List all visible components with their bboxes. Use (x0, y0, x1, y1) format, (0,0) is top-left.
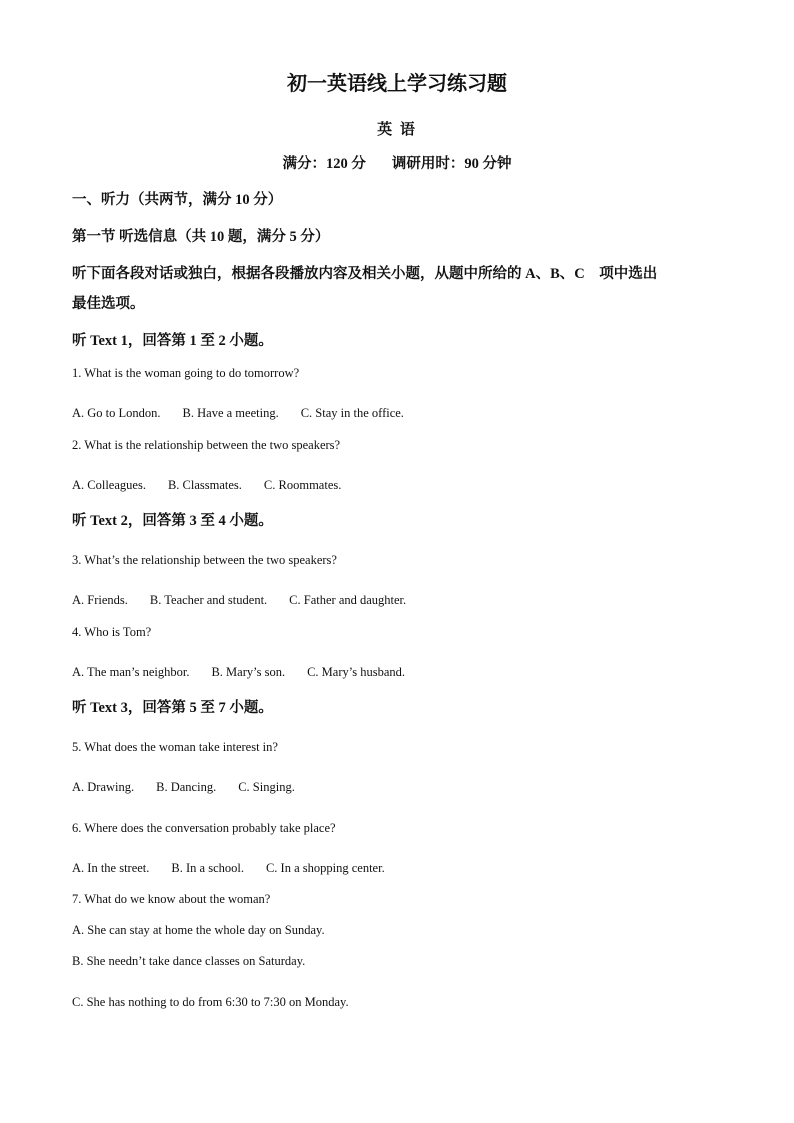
time-info: 调研用时：90 分钟 (391, 156, 512, 172)
exam-meta (0, 156, 794, 173)
option-b: B. Have a meeting. (182, 406, 279, 420)
option-c: C. In a shopping center. (265, 861, 385, 875)
question-7-option-a: A. She can stay at home the whole day on Sunday. (72, 923, 325, 937)
option-a: A. Friends. (72, 593, 128, 607)
question-3: 3. What’s the relationship between the two speakers? (72, 553, 337, 567)
option-c: C. Stay in the office. (300, 406, 404, 420)
option-a: A. In the street. (72, 861, 150, 875)
option-a: A. Go to London. (72, 406, 161, 420)
question-1: 1. What is the woman going to do tomorrow? (72, 366, 300, 380)
page-title: 初一英语线上学习练习题 (287, 73, 507, 95)
option-c: C. Roommates. (263, 478, 342, 492)
question-3-options (72, 593, 406, 608)
question-6: 6. Where does the conversation probably take place? (72, 821, 336, 835)
option-b: B. Dancing. (156, 780, 217, 794)
subject-label: 英 语 (377, 122, 417, 138)
option-a: A. Drawing. (72, 780, 135, 794)
question-5-options (72, 780, 295, 795)
question-5: 5. What does the woman take interest in? (72, 740, 278, 754)
section1-heading: 第一节 听选信息（共 10 题，满分 5 分） (72, 229, 330, 245)
option-c: C. Mary’s husband. (307, 665, 406, 679)
option-b: B. Mary’s son. (211, 665, 286, 679)
instruction-line-1: 听下面各段对话或独白，根据各段播放内容及相关小题，从题中所给的 A、B、C 项中选出 (72, 266, 658, 282)
question-7: 7. What do we know about the woman? (72, 892, 271, 906)
text2-heading: 听 Text 2，回答第 3 至 4 小题。 (72, 513, 273, 529)
instruction-line-2: 最佳选项。 (72, 296, 145, 312)
question-4: 4. Who is Tom? (72, 625, 152, 639)
option-b: B. In a school. (171, 861, 244, 875)
option-a: A. Colleagues. (72, 478, 146, 492)
score-info: 满分：120 分 (282, 156, 366, 172)
part1-heading: 一、听力（共两节，满分 10 分） (72, 192, 283, 208)
text3-heading: 听 Text 3，回答第 5 至 7 小题。 (72, 700, 273, 716)
question-2: 2. What is the relationship between the two speakers? (72, 438, 341, 452)
question-6-options (72, 861, 385, 876)
question-1-options (72, 406, 404, 421)
text1-heading: 听 Text 1，回答第 1 至 2 小题。 (72, 333, 273, 349)
question-2-options (72, 478, 341, 493)
option-a: A. The man’s neighbor. (72, 665, 190, 679)
option-b: B. Classmates. (167, 478, 242, 492)
option-b: B. Teacher and student. (149, 593, 268, 607)
option-c: C. Father and daughter. (289, 593, 407, 607)
question-7-option-b: B. She needn’t take dance classes on Saturday. (72, 954, 306, 968)
question-7-option-c: C. She has nothing to do from 6:30 to 7:30 on Monday. (72, 995, 349, 1009)
question-4-options (72, 665, 405, 680)
option-c: C. Singing. (238, 780, 295, 794)
